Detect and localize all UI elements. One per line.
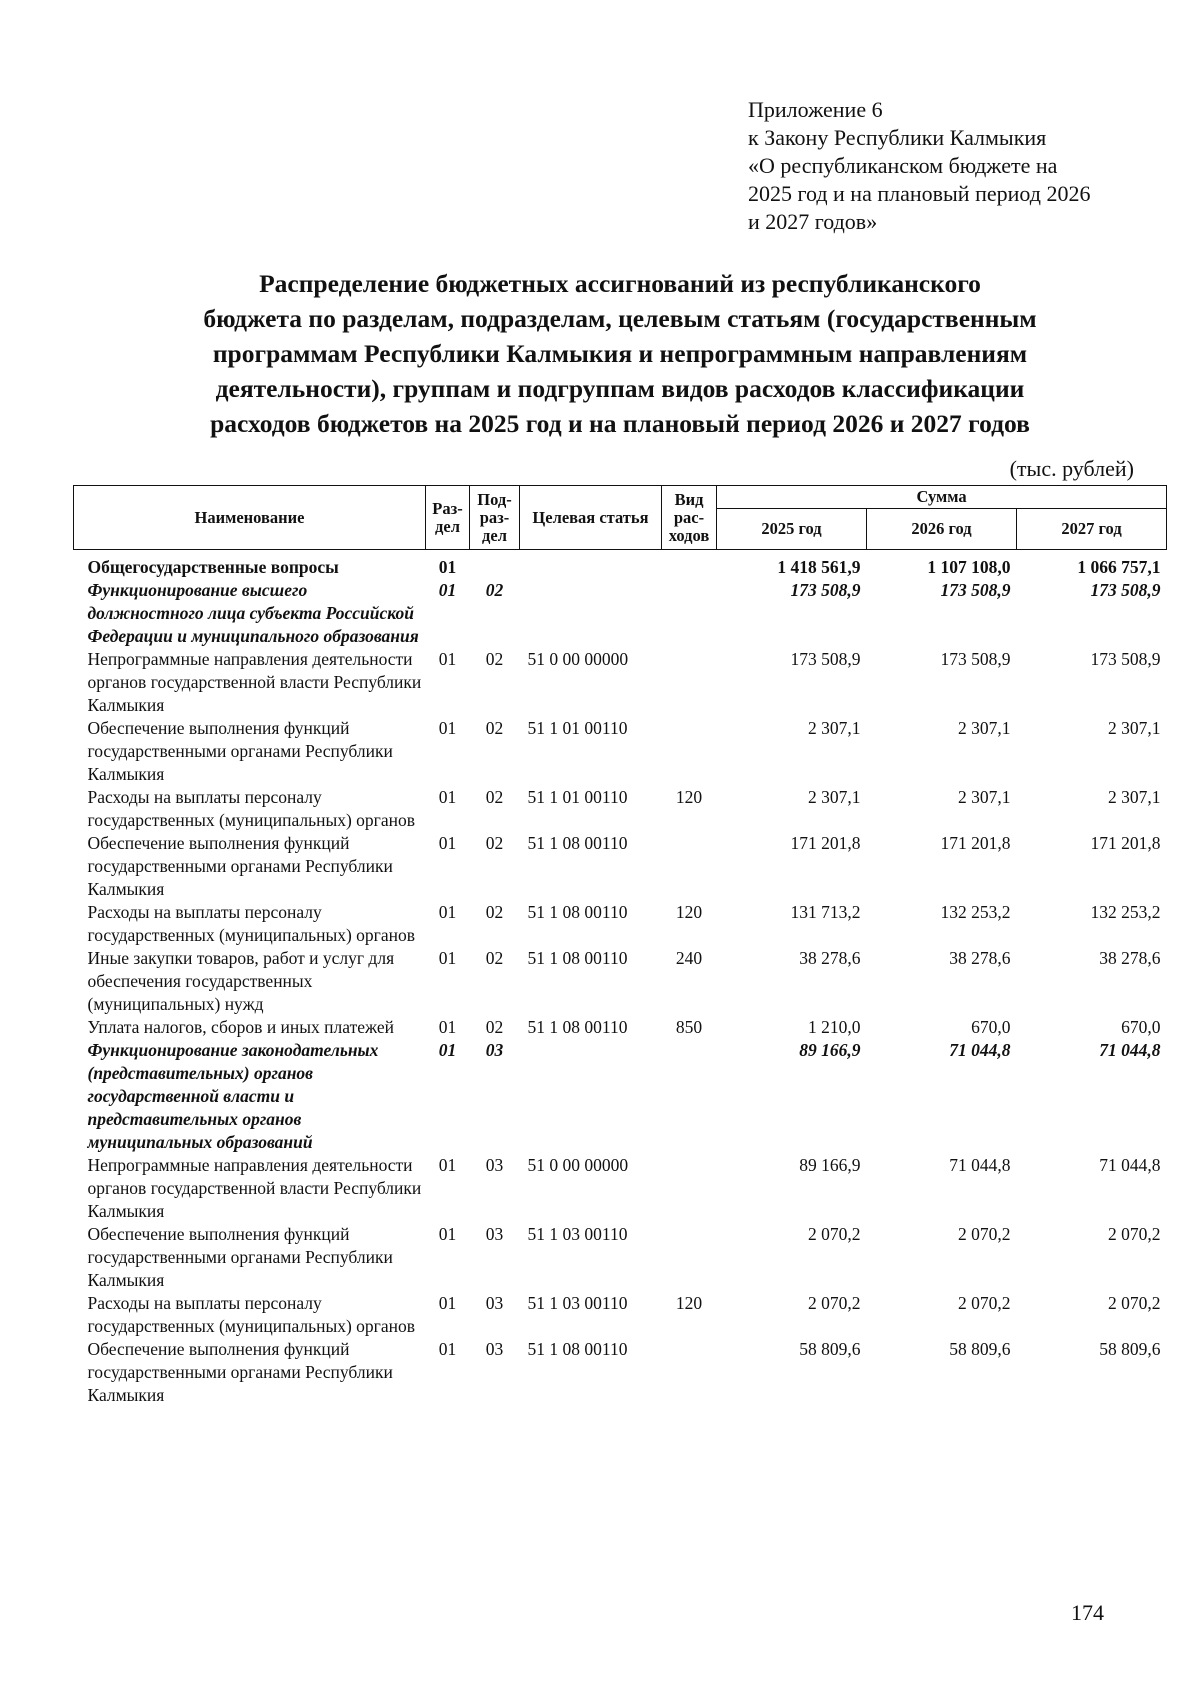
cell-2027: 71 044,8: [1099, 1040, 1161, 1060]
table-row: [74, 1223, 1167, 1292]
title-line: бюджета по разделам, подразделам, целевым статьям (государственным: [203, 304, 1037, 333]
table-row: [74, 648, 1167, 717]
cell-2027: 171 201,8: [1090, 833, 1161, 853]
cell-2025: 1 210,0: [808, 1017, 861, 1037]
title-line: расходов бюджетов на 2025 год и на плановый период 2026 и 2027 годов: [210, 409, 1030, 438]
cell-name: Обеспечение выполнения функций государственными органами Республики Калмыкия: [87, 718, 393, 784]
table-row: [74, 579, 1167, 648]
header-name: Наименование: [74, 486, 426, 550]
table-row: [74, 1154, 1167, 1223]
table-row: [74, 1039, 1167, 1154]
cell-2027: 2 307,1: [1108, 718, 1161, 738]
cell-vid: [662, 832, 717, 901]
cell-name: Обеспечение выполнения функций государственными органами Республики Калмыкия: [87, 1224, 393, 1290]
table-row: [74, 786, 1167, 832]
cell-razdel: 01: [438, 557, 457, 577]
cell-podrazdel: [470, 550, 520, 580]
table-row: [74, 832, 1167, 901]
cell-target: 51 1 03 00110: [527, 1293, 628, 1313]
cell-target: 51 1 03 00110: [527, 1224, 628, 1244]
cell-2026: 132 253,2: [940, 902, 1011, 922]
cell-podrazdel: 02: [485, 833, 504, 853]
cell-2025: 2 070,2: [808, 1293, 861, 1313]
cell-target: [520, 550, 662, 580]
cell-2026: 171 201,8: [940, 833, 1011, 853]
cell-name: Расходы на выплаты персоналу государственных (муниципальных) органов: [87, 902, 416, 945]
cell-razdel: 01: [438, 718, 457, 738]
cell-2027: 71 044,8: [1099, 1155, 1161, 1175]
cell-name: Общегосударственные вопросы: [87, 557, 339, 577]
cell-2027: 670,0: [1121, 1017, 1161, 1037]
cell-vid: [662, 550, 717, 580]
cell-razdel: 01: [438, 649, 457, 669]
cell-vid: 120: [675, 902, 703, 922]
table-row: [74, 901, 1167, 947]
budget-table: [73, 485, 1167, 1407]
cell-podrazdel: 02: [485, 1017, 504, 1037]
cell-2025: 171 201,8: [790, 833, 861, 853]
cell-razdel: 01: [438, 787, 457, 807]
cell-2026: 173 508,9: [940, 649, 1011, 669]
cell-vid: 120: [675, 787, 703, 807]
cell-2027: 2 307,1: [1108, 787, 1161, 807]
cell-podrazdel: 02: [485, 902, 504, 922]
cell-2026: 2 307,1: [958, 718, 1011, 738]
header-2027: 2027 год: [1017, 509, 1167, 550]
appendix-line: и 2027 годов»: [748, 209, 878, 234]
cell-podrazdel: 03: [485, 1040, 504, 1060]
cell-vid: [662, 1338, 717, 1407]
cell-podrazdel: 02: [485, 649, 504, 669]
table-header: [74, 486, 1167, 550]
cell-podrazdel: 03: [485, 1293, 504, 1313]
header-vid: Вид рас-ходов: [662, 486, 717, 550]
cell-2027: 2 070,2: [1108, 1224, 1161, 1244]
cell-2025: 89 166,9: [799, 1155, 861, 1175]
header-2026: 2026 год: [867, 509, 1017, 550]
cell-razdel: 01: [438, 948, 457, 968]
cell-2026: 173 508,9: [940, 580, 1011, 600]
page-number: 174: [1071, 1600, 1104, 1625]
cell-2026: 2 307,1: [958, 787, 1011, 807]
cell-vid: [662, 579, 717, 648]
cell-name: Непрограммные направления деятельности органов государственной власти Республики Калмыкия: [87, 649, 422, 715]
cell-podrazdel: 02: [485, 787, 504, 807]
cell-razdel: 01: [438, 1339, 457, 1359]
header-2025: 2025 год: [717, 509, 867, 550]
cell-vid: [662, 1039, 717, 1154]
appendix-line: к Закону Республики Калмыкия: [748, 125, 1047, 150]
cell-2026: 58 809,6: [949, 1339, 1011, 1359]
cell-2026: 1 107 108,0: [927, 557, 1011, 577]
cell-razdel: 01: [438, 1017, 457, 1037]
cell-2025: 131 713,2: [790, 902, 861, 922]
cell-2025: 2 307,1: [808, 718, 861, 738]
cell-vid: [662, 1154, 717, 1223]
cell-2026: 2 070,2: [958, 1293, 1011, 1313]
title-line: программам Республики Калмыкия и непрограммным направлениям: [212, 339, 1028, 368]
cell-podrazdel: 03: [485, 1155, 504, 1175]
header-podrazdel: Под-раз-дел: [470, 486, 520, 550]
cell-vid: [662, 1223, 717, 1292]
table-row: [74, 717, 1167, 786]
appendix-line: 2025 год и на плановый период 2026: [748, 181, 1091, 206]
cell-target: 51 0 00 00000: [527, 1155, 629, 1175]
cell-podrazdel: 03: [485, 1224, 504, 1244]
cell-2027: 132 253,2: [1090, 902, 1161, 922]
cell-razdel: 01: [438, 1155, 457, 1175]
cell-vid: 120: [675, 1293, 703, 1313]
appendix-line: «О республиканском бюджете на: [748, 153, 1058, 178]
document-title: [150, 266, 1090, 441]
cell-vid: [662, 648, 717, 717]
cell-vid: [662, 717, 717, 786]
cell-2026: 2 070,2: [958, 1224, 1011, 1244]
title-line: деятельности), группам и подгруппам видов расходов классификации: [215, 374, 1025, 403]
cell-target: 51 1 08 00110: [527, 1339, 628, 1359]
cell-name: Уплата налогов, сборов и иных платежей: [87, 1017, 394, 1037]
cell-target: 51 0 00 00000: [527, 649, 629, 669]
cell-target: 51 1 08 00110: [527, 1017, 628, 1037]
cell-2027: 173 508,9: [1090, 649, 1161, 669]
cell-2025: 173 508,9: [790, 649, 861, 669]
title-line: Распределение бюджетных ассигнований из республиканского: [259, 269, 981, 298]
cell-name: Обеспечение выполнения функций государственными органами Республики Калмыкия: [87, 1339, 393, 1405]
header-razdel: Раз-дел: [426, 486, 470, 550]
table-row: [74, 1016, 1167, 1039]
cell-2025: 58 809,6: [799, 1339, 861, 1359]
cell-name: Расходы на выплаты персоналу государственных (муниципальных) органов: [87, 1293, 416, 1336]
cell-vid: 240: [675, 948, 703, 968]
table-body: [74, 550, 1167, 1408]
cell-name: Функционирование законодательных (представительных) органов государственной власти и представительных органов муниципальных образований: [87, 1040, 379, 1152]
cell-2027: 58 809,6: [1099, 1339, 1161, 1359]
cell-target: 51 1 08 00110: [527, 833, 628, 853]
header-sum: Сумма: [717, 486, 1167, 509]
cell-razdel: 01: [438, 580, 457, 600]
cell-podrazdel: 03: [485, 1339, 504, 1359]
cell-2025: 173 508,9: [790, 580, 861, 600]
cell-2026: 71 044,8: [949, 1155, 1011, 1175]
cell-2025: 1 418 561,9: [777, 557, 861, 577]
cell-2027: 38 278,6: [1099, 948, 1161, 968]
table-row: [74, 1292, 1167, 1338]
appendix-header: [748, 96, 1168, 236]
cell-name: Непрограммные направления деятельности органов государственной власти Республики Калмыкия: [87, 1155, 422, 1221]
table-row: [74, 1338, 1167, 1407]
cell-2025: 2 070,2: [808, 1224, 861, 1244]
cell-target: 51 1 01 00110: [527, 718, 628, 738]
units-label: (тыс. рублей): [1009, 456, 1134, 481]
cell-name: Обеспечение выполнения функций государственными органами Республики Калмыкия: [87, 833, 393, 899]
cell-razdel: 01: [438, 833, 457, 853]
cell-podrazdel: 02: [485, 718, 504, 738]
table-row: [74, 947, 1167, 1016]
cell-target: 51 1 08 00110: [527, 902, 628, 922]
cell-2025: 38 278,6: [799, 948, 861, 968]
cell-2026: 670,0: [971, 1017, 1011, 1037]
cell-2027: 173 508,9: [1090, 580, 1161, 600]
cell-name: Функционирование высшего должностного лица субъекта Российской Федерации и муниципального образования: [87, 580, 419, 646]
cell-razdel: 01: [438, 1224, 457, 1244]
cell-target: 51 1 08 00110: [527, 948, 628, 968]
cell-name: Расходы на выплаты персоналу государственных (муниципальных) органов: [87, 787, 416, 830]
cell-target: [520, 1039, 662, 1154]
cell-target: 51 1 01 00110: [527, 787, 628, 807]
cell-2026: 38 278,6: [949, 948, 1011, 968]
cell-2027: 2 070,2: [1108, 1293, 1161, 1313]
cell-podrazdel: 02: [485, 580, 504, 600]
table-row: [74, 550, 1167, 580]
cell-razdel: 01: [438, 902, 457, 922]
cell-2025: 2 307,1: [808, 787, 861, 807]
cell-2027: 1 066 757,1: [1077, 557, 1161, 577]
cell-2026: 71 044,8: [949, 1040, 1011, 1060]
cell-name: Иные закупки товаров, работ и услуг для обеспечения государственных (муниципальных) нужд: [87, 948, 395, 1014]
cell-target: [520, 579, 662, 648]
cell-vid: 850: [675, 1017, 703, 1037]
cell-razdel: 01: [438, 1040, 457, 1060]
cell-razdel: 01: [438, 1293, 457, 1313]
cell-2025: 89 166,9: [799, 1040, 861, 1060]
header-target: Целевая статья: [520, 486, 662, 550]
cell-podrazdel: 02: [485, 948, 504, 968]
appendix-line: Приложение 6: [748, 97, 883, 122]
